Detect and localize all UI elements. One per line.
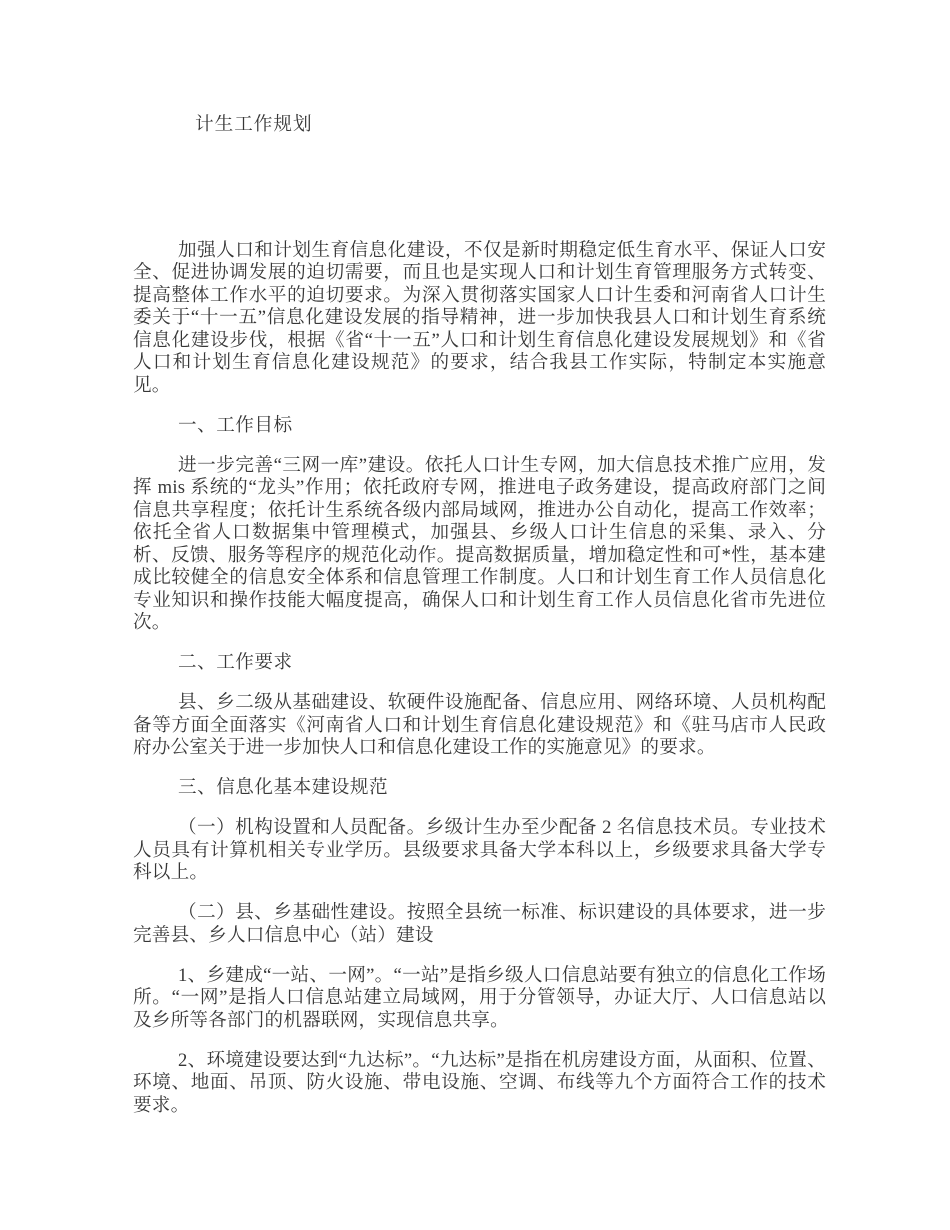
- section-heading: 二、工作要求: [178, 652, 293, 673]
- document-body: [133, 240, 826, 1118]
- paragraph: 2、环境建设要达到“九达标”。“九达标”是指在机房建设方面，从面积、位置、环境、地面、吊顶、防火设施、带电设施、空调、布线等九个方面符合工作的技术要求。: [133, 1049, 826, 1116]
- section-heading: 一、工作目标: [178, 414, 293, 436]
- paragraph: 县、乡二级从基础建设、软硬件设施配备、信息应用、网络环境、人员机构配备等方面全面落实《河南省人口和计划生育信息化建设规范》和《驻马店市人民政府办公室关于进一步加快人口和信息化建设工作的实施意见》的要求。: [133, 692, 826, 758]
- paragraph: 进一步完善“三网一库”建设。依托人口计生专网，加大信息技术推广应用，发挥 mis 系统的“龙头”作用；依托政府专网，推进电子政务建设，提高政府部门之间信息共享程度；依托计生系统各级内部局域网，推进办公自动化，提高工作效率；依托全省人口数据集中管理模式，加强县、乡级人口计生信息的采集、录入、分析、反馈、服务等程序的规范化动作。提高数据质量，增加稳定性和可*性，基本建成比较健全的信息安全体系和信息管理工作制度。人口和计划生育工作人员信息化专业知识和操作技能大幅度提高，确保人口和计划生育工作人员信息化省市先进位次。: [133, 454, 826, 633]
- paragraph: 1、乡建成“一站、一网”。“一站”是指乡级人口信息站要有独立的信息化工作场所。“一网”是指人口信息站建立局域网，用于分管领导，办证大厅、人口信息站以及乡所等各部门的机器联网，实现信息共享。: [133, 964, 826, 1031]
- section-heading: 三、信息化基本建设规范: [178, 777, 389, 798]
- paragraph: （二）县、乡基础性建设。按照全县统一标准、标识建设的具体要求，进一步完善县、乡人口信息中心（站）建设: [133, 902, 826, 946]
- paragraph: 加强人口和计划生育信息化建设，不仅是新时期稳定低生育水平、保证人口安全、促进协调发展的迫切需要，而且也是实现人口和计划生育管理服务方式转变、提高整体工作水平的迫切要求。为深入贯彻落实国家人口计生委和河南省人口计生委关于“十一五”信息化建设发展的指导精神，进一步加快我县人口和计划生育系统信息化建设步伐，根据《省“十一五”人口和计划生育信息化建设发展规划》和《省人口和计划生育信息化建设规范》的要求，结合我县工作实际，特制定本实施意见。: [133, 239, 826, 396]
- document-title: 计生工作规划: [195, 114, 313, 135]
- paragraph: （一）机构设置和人员配备。乡级计生办至少配备 2 名信息技术员。专业技术人员具有计算机相关专业学历。县级要求具备大学本科以上，乡级要求具备大学专科以上。: [133, 817, 826, 883]
